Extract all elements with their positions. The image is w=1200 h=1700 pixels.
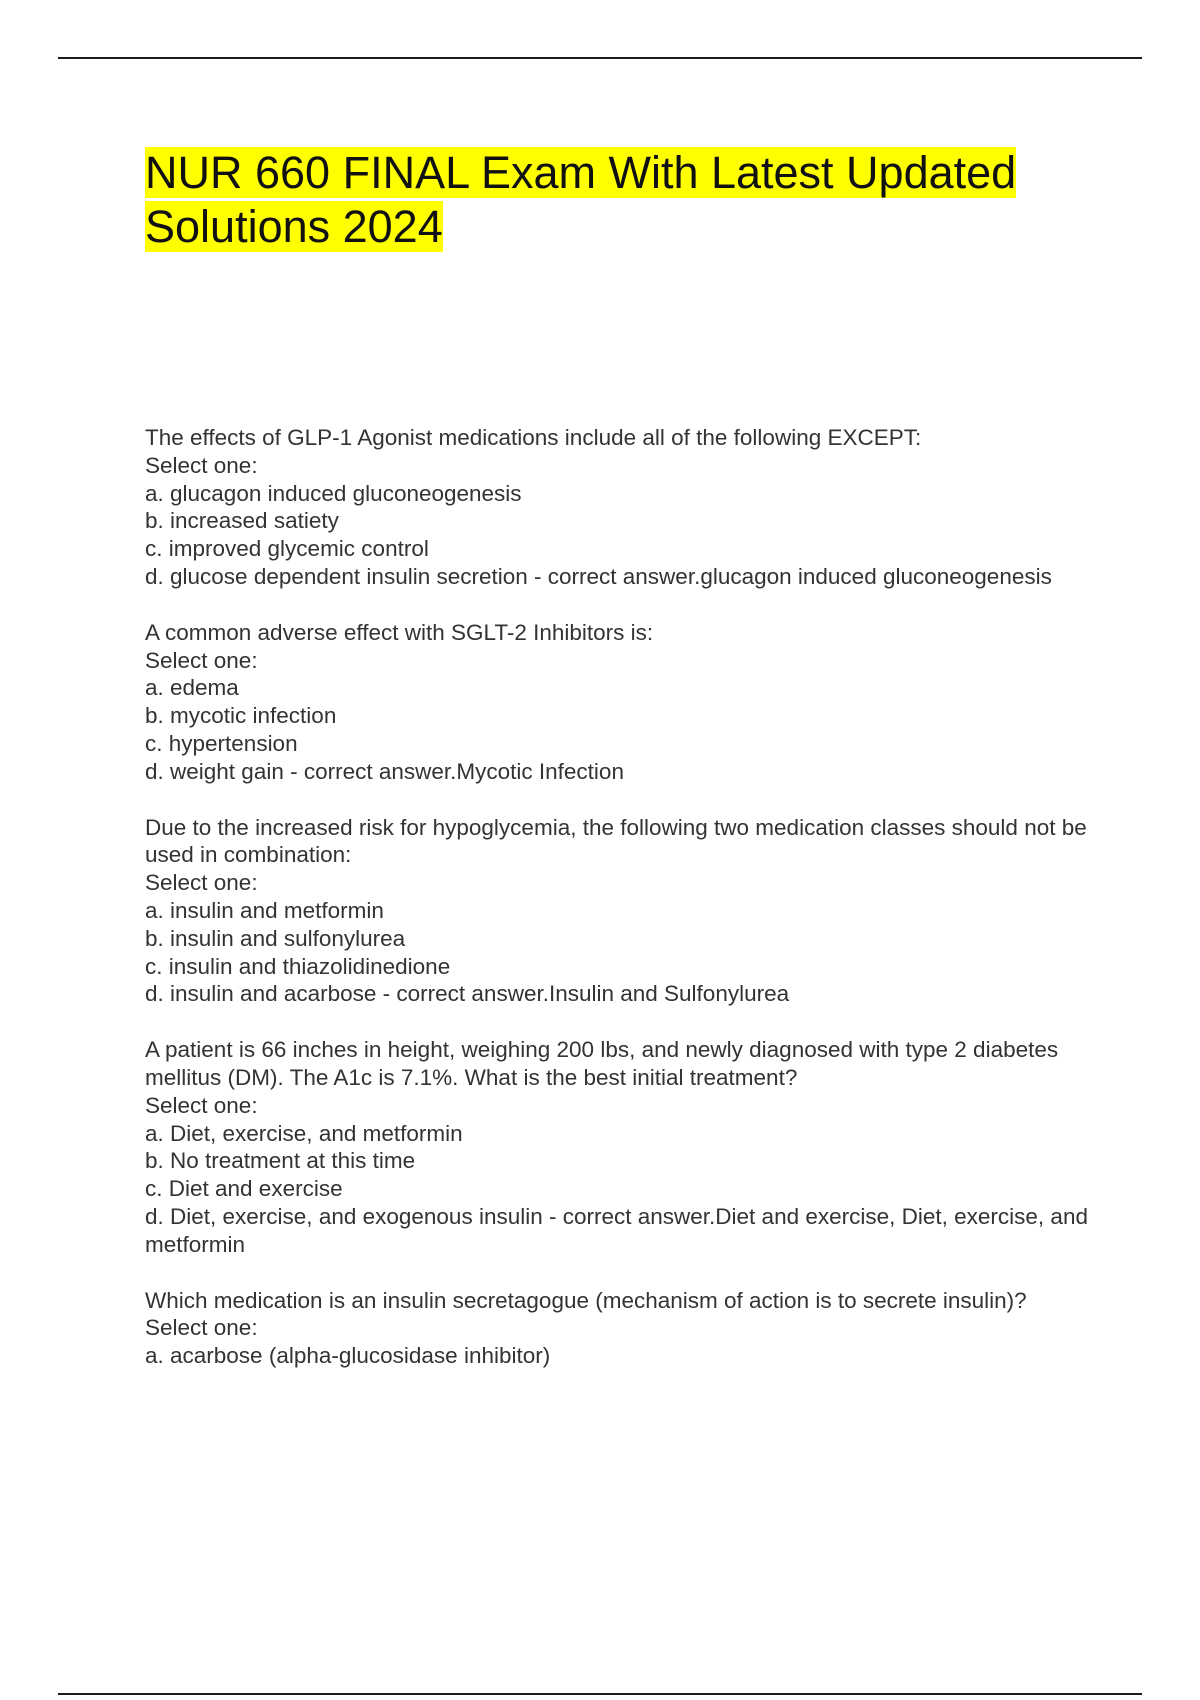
option-b: b. mycotic infection <box>145 703 337 729</box>
select-prompt: Select one: <box>145 647 258 673</box>
title-highlight: NUR 660 FINAL Exam With Latest Updated Solutions 2024 <box>145 147 1017 252</box>
footer-rule <box>58 1693 1142 1695</box>
question-stem: A patient is 66 inches in height, weighing 200 lbs, and newly diagnosed with type 2 diabetes mellitus (DM). The A1c is 7.1%. What is the best initial treatment? <box>145 1037 1059 1090</box>
question-stem: A common adverse effect with SGLT-2 Inhibitors is: <box>145 619 654 645</box>
option-a: a. edema <box>145 675 239 701</box>
option-c: c. hypertension <box>145 730 298 756</box>
option-d-answer: d. glucose dependent insulin secretion - correct answer.glucagon induced gluconeogenesis <box>145 563 1052 589</box>
option-a: a. Diet, exercise, and metformin <box>145 1120 463 1146</box>
option-c: c. improved glycemic control <box>145 536 429 562</box>
select-prompt: Select one: <box>145 870 258 896</box>
option-a: a. glucagon induced gluconeogenesis <box>145 480 522 506</box>
header-rule <box>58 57 1142 59</box>
title-block <box>145 146 1095 254</box>
option-a: a. acarbose (alpha-glucosidase inhibitor) <box>145 1343 551 1369</box>
option-b: b. insulin and sulfonylurea <box>145 925 406 951</box>
question-2 <box>145 619 1105 786</box>
question-4 <box>145 1036 1105 1258</box>
select-prompt: Select one: <box>145 1092 258 1118</box>
question-stem: The effects of GLP-1 Agonist medications include all of the following EXCEPT: <box>145 425 922 450</box>
option-b: b. increased satiety <box>145 508 339 534</box>
question-1 <box>145 424 1105 591</box>
question-stem: Which medication is an insulin secretagogue (mechanism of action is to secrete insulin)? <box>145 1287 1027 1313</box>
option-a: a. insulin and metformin <box>145 897 384 923</box>
option-d-answer: d. weight gain - correct answer.Mycotic Infection <box>145 758 624 784</box>
option-d-answer: d. insulin and acarbose - correct answer.Insulin and Sulfonylurea <box>145 981 790 1007</box>
option-d-answer: d. Diet, exercise, and exogenous insulin - correct answer.Diet and exercise, Diet, exercise, and metformin <box>145 1203 1088 1257</box>
question-stem: Due to the increased risk for hypoglycemia, the following two medication classes should not be used in combination: <box>145 814 1087 868</box>
document-title <box>145 146 1095 254</box>
select-prompt: Select one: <box>145 452 258 478</box>
option-c: c. insulin and thiazolidinedione <box>145 953 451 979</box>
question-3 <box>145 814 1105 1009</box>
option-c: c. Diet and exercise <box>145 1176 343 1202</box>
option-b: b. No treatment at this time <box>145 1148 416 1174</box>
question-list <box>145 424 1105 1398</box>
select-prompt: Select one: <box>145 1315 258 1341</box>
question-5 <box>145 1287 1105 1370</box>
